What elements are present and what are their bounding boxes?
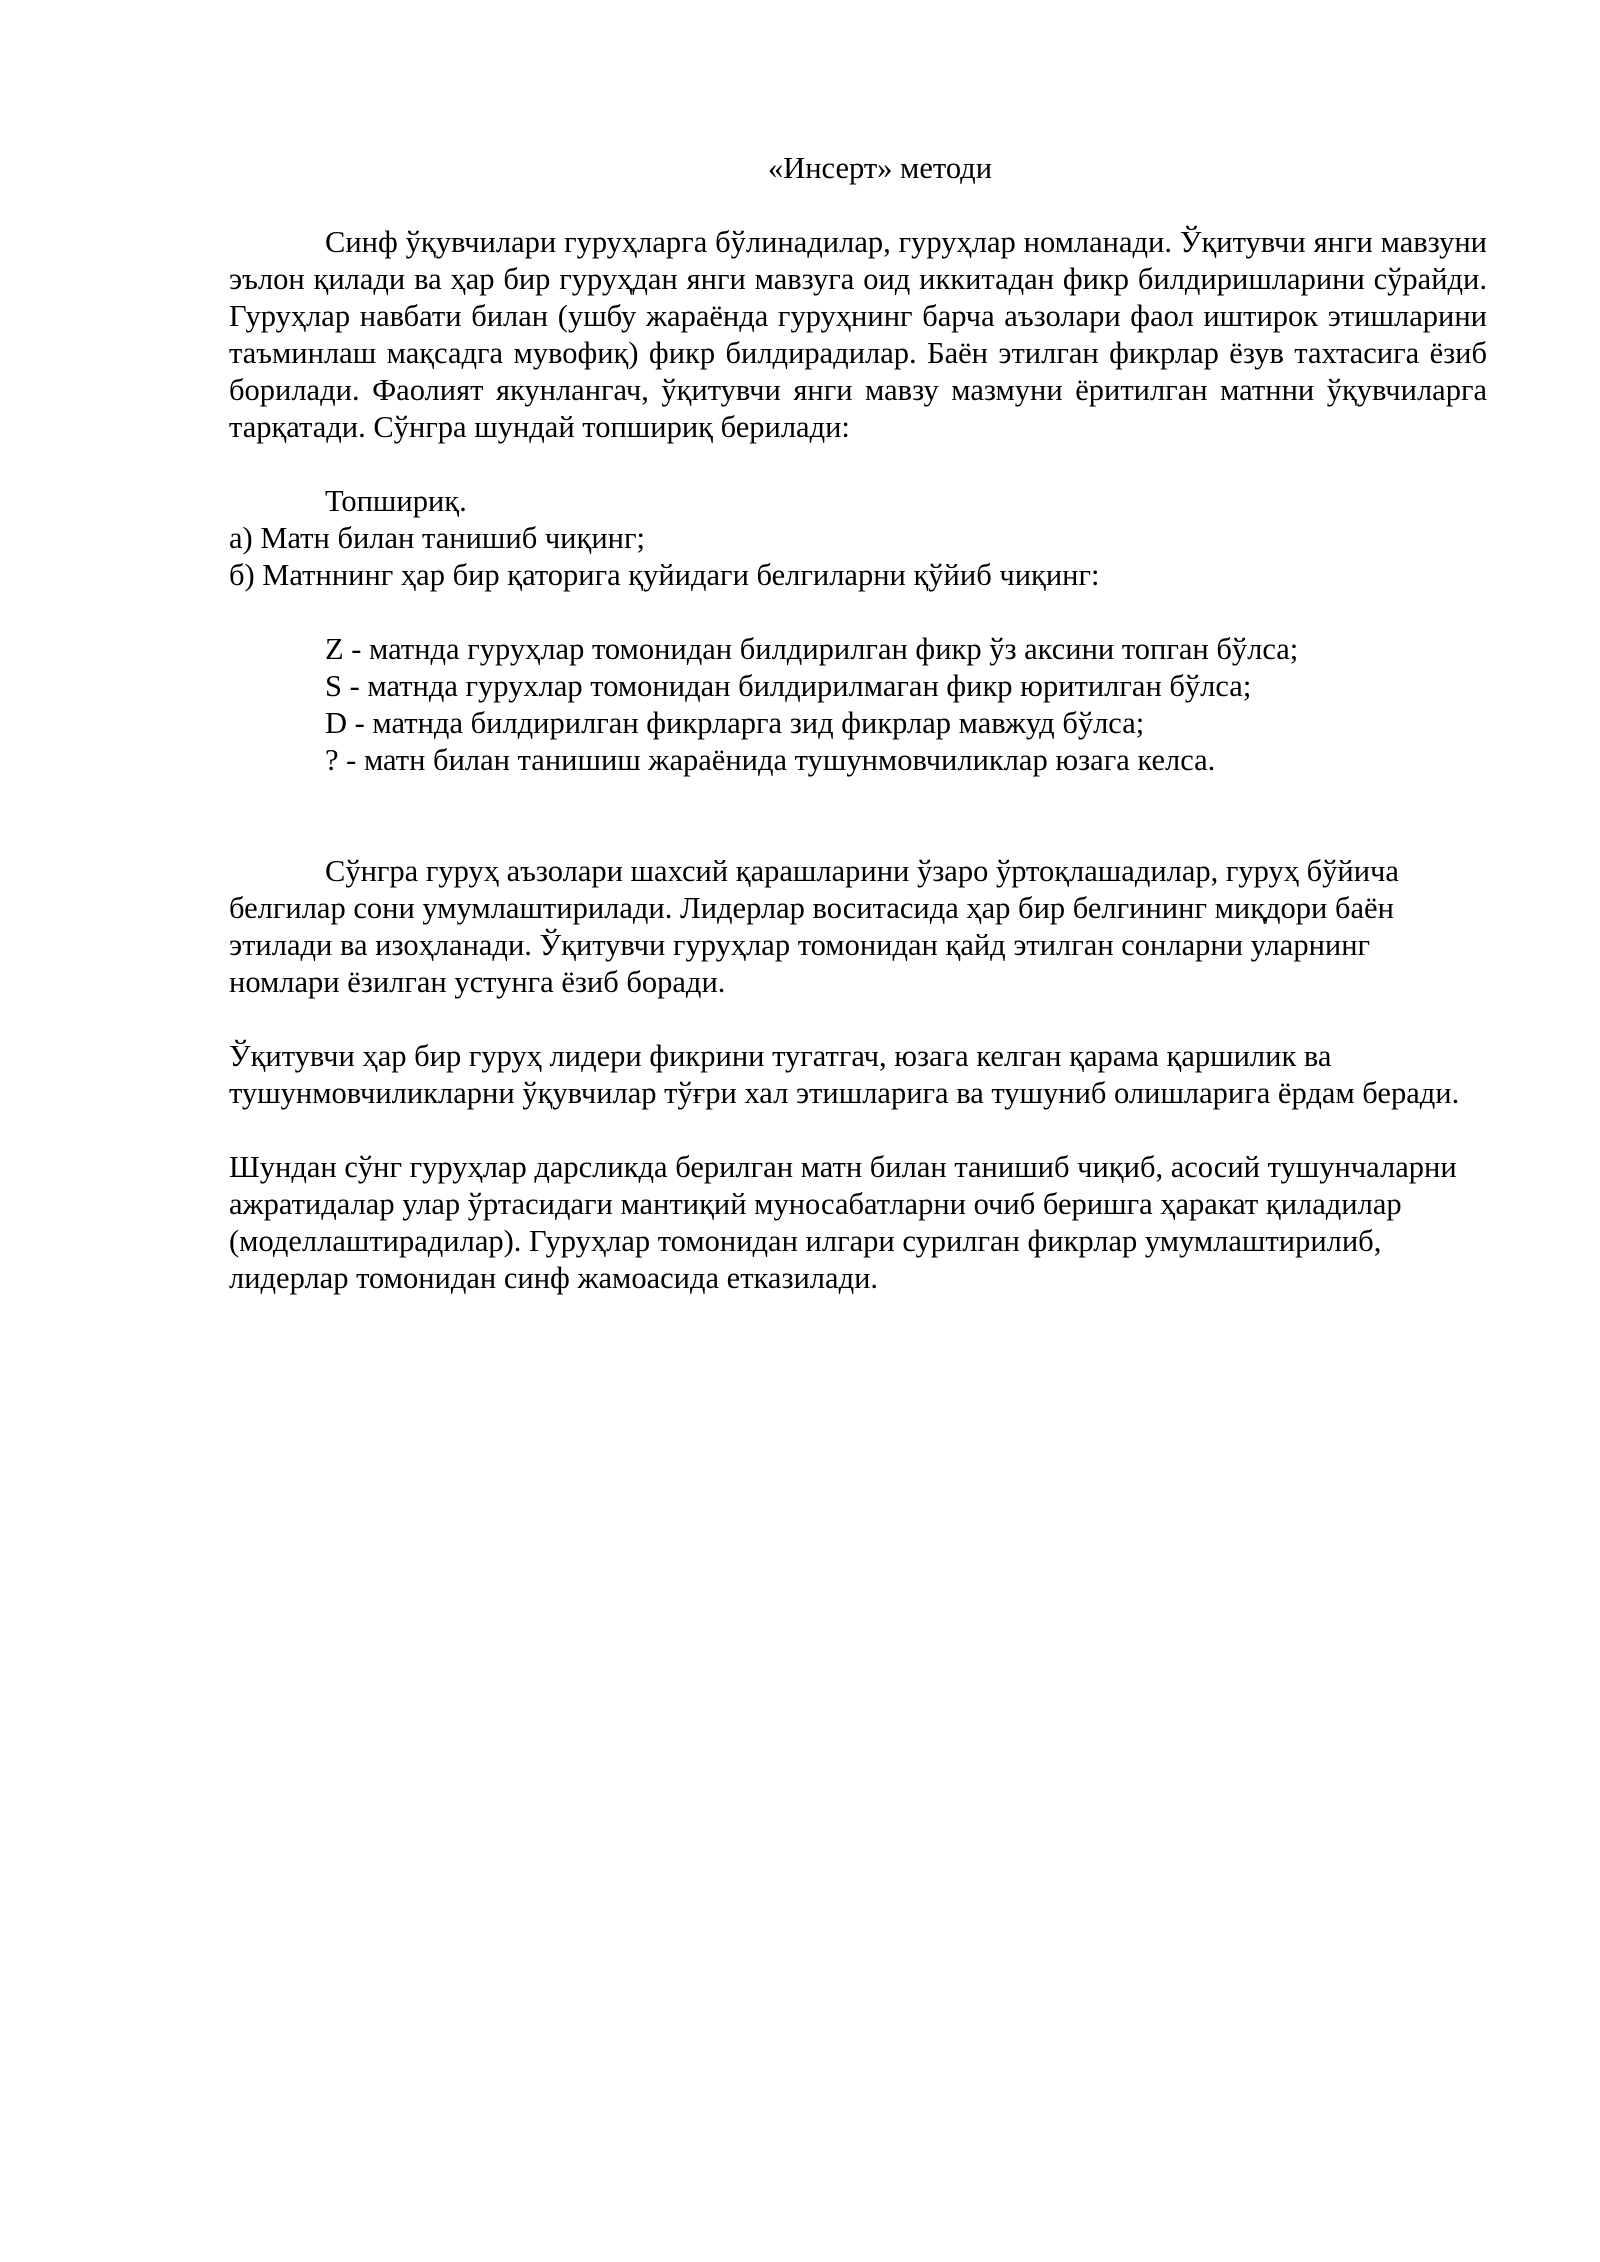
spacer xyxy=(229,1112,1487,1149)
intro-paragraph: Синф ўқувчилари гуруҳларга бўлинадилар, гуруҳлар номланади. Ўқитувчи янги мавзуни эълон қилади ва ҳар бир гуруҳдан янги мавзуга оид иккитадан фикр билдиришларини сўрайди. Гуруҳлар навбати билан (ушбу жараёнда гуруҳнинг барча аъзолари фаол иштирок этишларини таъминлаш мақсадга мувофиқ) фикр билдирадилар. Баён этилган фикрлар ёзув тахтасига ёзиб борилади. Фаолият якунлангач, ўқитувчи янги мавзу мазмуни ёритилган матнни ўқувчиларга тарқатади. Сўнгра шундай топшириқ берилади: xyxy=(229,225,1487,444)
document-body xyxy=(229,150,1487,1297)
task-item-a: а) Матн билан танишиб чиқинг; xyxy=(229,521,645,555)
spacer xyxy=(229,1001,1487,1038)
sign-item-question: ? - матн билан танишиш жараёнида тушунмовчиликлар юзага келса. xyxy=(325,743,1216,777)
spacer xyxy=(229,779,1487,853)
conclusion-paragraph: Шундан сўнг гуруҳлар дарсликда берилган матн билан танишиб чиқиб, асосий тушунчаларни ажратидалар улар ўртасидаги мантиқий муносабатларни очиб беришга ҳаракат қиладилар (моделлаштирадилар). Гуруҳлар томонидан илгари сурилган фикрлар умумлаштирилиб, лидерлар томонидан синф жамоасида етказилади. xyxy=(229,1150,1457,1295)
document-title xyxy=(229,150,1487,187)
sign-item-z: Z - матнда гуруҳлар томонидан билдирилган фикр ўз аксини топган бўлса; xyxy=(325,632,1299,666)
task-heading: Топшириқ. xyxy=(325,484,467,518)
sign-item-s: S - матнда гурухлар томонидан билдирилмаган фикр юритилган бўлса; xyxy=(325,669,1252,703)
document-title-text: «Инсерт» методи xyxy=(767,151,993,185)
spacer xyxy=(229,446,1487,483)
spacer xyxy=(229,594,1487,631)
discussion-paragraph: Сўнгра гуруҳ аъзолари шахсий қарашларини ўзаро ўртоқлашадилар, гуруҳ бўйича белгилар сони умумлаштирилади. Лидерлар воситасида ҳар бир белгининг миқдори баён этилади ва изоҳланади. Ўқитувчи гуруҳлар томонидан қайд этилган сонларни уларнинг номлари ёзилган устунга ёзиб боради. xyxy=(229,854,1399,999)
task-item-b: б) Матннинг ҳар бир қаторига қуйидаги белгиларни қўйиб чиқинг: xyxy=(229,558,1100,592)
teacher-paragraph: Ўқитувчи ҳар бир гуруҳ лидери фикрини тугатгач, юзага келган қарама қаршилик ва тушунмовчиликларни ўқувчилар тўғри хал этишларига ва тушуниб олишларига ёрдам беради. xyxy=(229,1039,1460,1110)
sign-item-d: D - матнда билдирилган фикрларга зид фикрлар мавжуд бўлса; xyxy=(325,706,1145,740)
